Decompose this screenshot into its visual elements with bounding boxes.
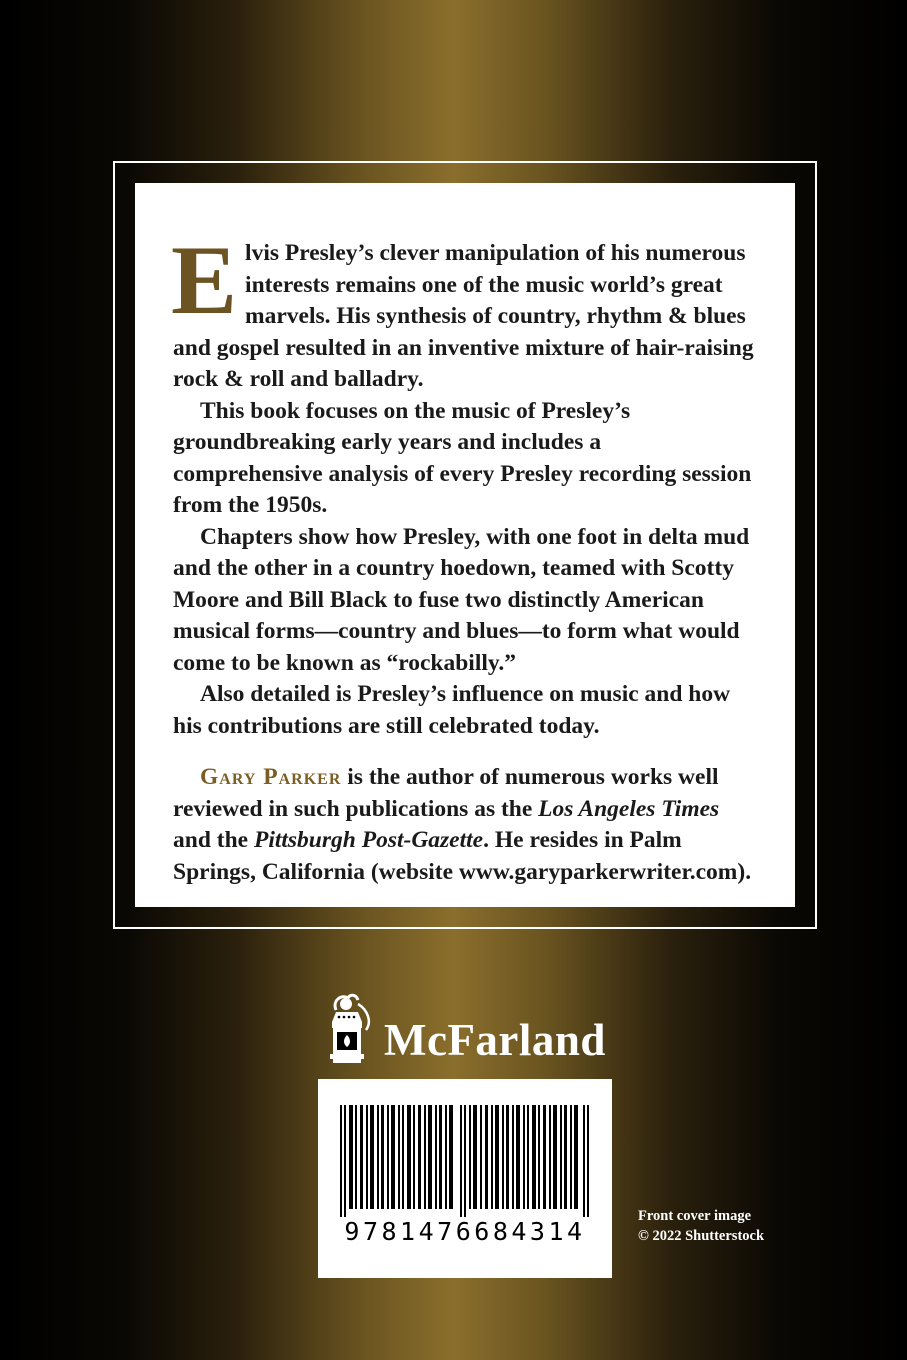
description-paragraph-2: This book focuses on the music of Presley’s groundbreaking early years and includes a comprehensive analysis of every Presley recording session from the 1950s. <box>173 397 752 518</box>
publication-2: Pittsburgh Post-Gazette <box>253 827 484 853</box>
author-bio <box>173 762 755 888</box>
isbn-digits: 9781476684314 <box>344 1217 586 1246</box>
lantern-icon <box>322 992 380 1070</box>
credit-line-2: © 2022 Shutterstock <box>638 1228 765 1244</box>
author-name: Gary Parker <box>200 764 342 790</box>
isbn-barcode <box>318 1079 612 1278</box>
publisher-name: McFarland <box>384 1015 606 1065</box>
drop-cap: E <box>171 226 238 335</box>
paragraph-1-text: lvis Presley’s clever manipulation of his numerous interests remains one of the music world’s great marvels. His synthesis of country, rhythm & blues and gospel resulted in an inventive mixture of hair-raising rock & roll and balladry. <box>173 240 754 392</box>
description-panel <box>135 183 795 907</box>
publication-1: Los Angeles Times <box>538 795 720 822</box>
bio-text-3: . He resides in Palm Springs, California (website www.garyparkerwriter.com). <box>173 827 752 885</box>
description-paragraph-1 <box>171 226 755 396</box>
publisher-logo <box>322 992 612 1072</box>
description-paragraph-3: Chapters show how Presley, with one foot in delta mud and the other in a country hoedown, teamed with Scotty Moore and Bill Black to fuse two distinctly American musical forms—country and blues—to form what would come to be known as “rockabilly.” <box>173 523 750 676</box>
credit-line-1: Front cover image <box>638 1208 752 1224</box>
bio-text-2: and the <box>173 827 254 853</box>
description-paragraph-4: Also detailed is Presley’s influence on music and how his contributions are still celebrated today. <box>173 681 731 739</box>
barcode-bars <box>338 1105 592 1217</box>
bio-text-1: is the author of numerous works well reviewed in such publications as the <box>173 764 719 822</box>
cover-image-credit <box>638 1206 764 1246</box>
